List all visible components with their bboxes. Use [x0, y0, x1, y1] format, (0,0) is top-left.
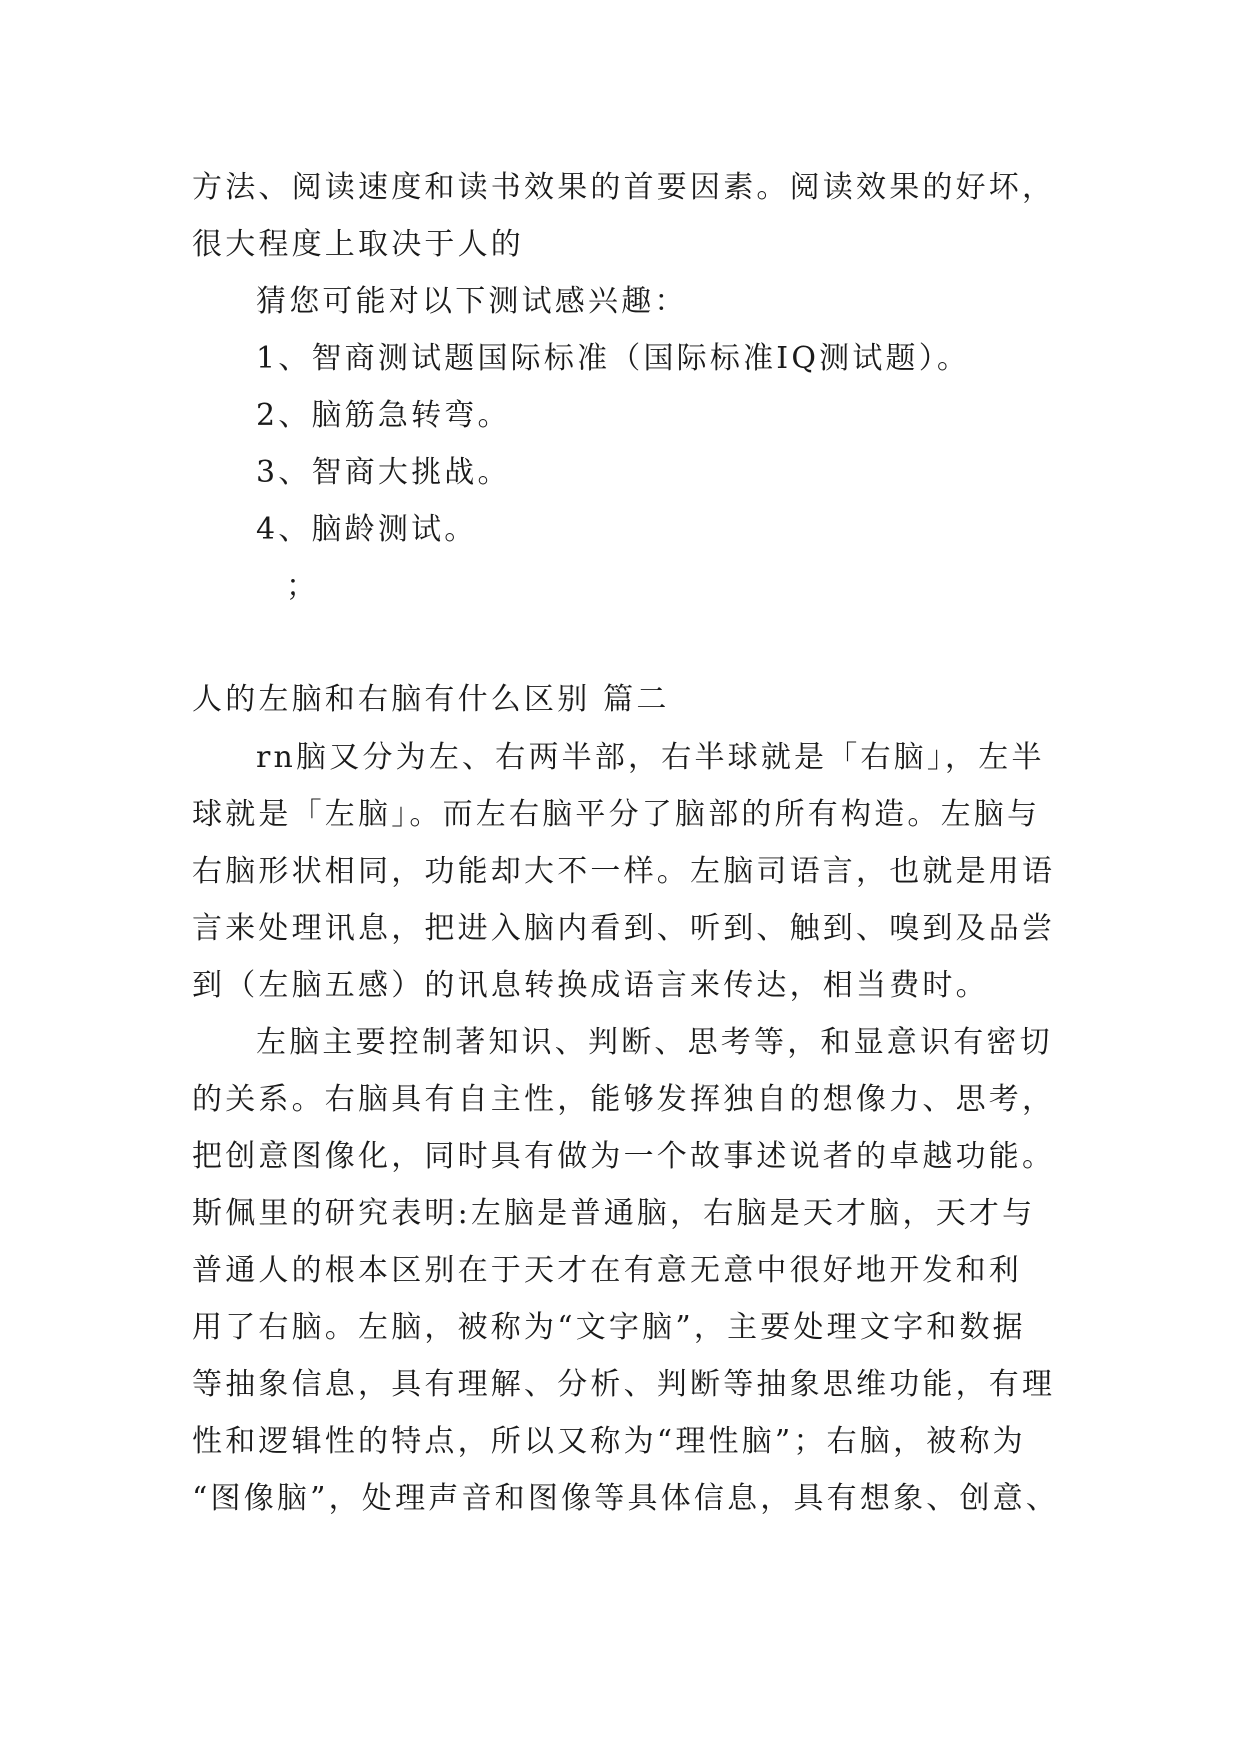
section-title: 人的左脑和右脑有什么区别 篇二: [192, 682, 670, 717]
recommend-item-3[interactable]: 3、智商大挑战。: [256, 455, 511, 490]
paragraph1-line-4: 言来处理讯息，把进入脑内看到、听到、触到、嗅到及品尝: [192, 911, 1056, 946]
paragraph2-line-4: 斯佩里的研究表明:左脑是普通脑，右脑是天才脑，天才与: [192, 1196, 1036, 1231]
separator-mark: ；: [286, 569, 320, 604]
paragraph1-line-5: 到（左脑五感）的讯息转换成语言来传达，相当费时。: [192, 968, 989, 1003]
paragraph2-line-3: 把创意图像化，同时具有做为一个故事述说者的卓越功能。: [192, 1139, 1056, 1174]
paragraph1-line-2: 球就是「左脑」。而左右脑平分了脑部的所有构造。左脑与: [192, 797, 1041, 832]
paragraph1-line-3: 右脑形状相同，功能却大不一样。左脑司语言，也就是用语: [192, 854, 1056, 889]
intro-line-1: 方法、阅读速度和读书效果的首要因素。阅读效果的好坏，: [192, 170, 1056, 205]
recommend-heading: 猜您可能对以下测试感兴趣：: [256, 284, 688, 319]
paragraph2-line-2: 的关系。右脑具有自主性，能够发挥独自的想像力、思考，: [192, 1082, 1056, 1117]
paragraph2-line-7: 等抽象信息，具有理解、分析、判断等抽象思维功能，有理: [192, 1367, 1056, 1402]
recommend-item-1[interactable]: 1、智商测试题国际标准（国际标准IQ测试题）。: [256, 341, 971, 376]
paragraph2-line-1: 左脑主要控制著知识、判断、思考等，和显意识有密切: [256, 1025, 1053, 1060]
paragraph2-line-6: 用了右脑。左脑，被称为“文字脑”，主要处理文字和数据: [192, 1310, 1026, 1345]
recommend-item-2[interactable]: 2、脑筋急转弯。: [256, 398, 511, 433]
paragraph2-line-5: 普通人的根本区别在于天才在有意无意中很好地开发和利: [192, 1253, 1022, 1288]
paragraph2-line-9: “图像脑”，处理声音和图像等具体信息，具有想象、创意、: [192, 1481, 1060, 1516]
recommend-item-4[interactable]: 4、脑龄测试。: [256, 512, 478, 547]
paragraph1-line-1: rn脑又分为左、右两半部，右半球就是「右脑」，左半: [256, 740, 1045, 775]
intro-line-2: 很大程度上取决于人的: [192, 227, 524, 262]
paragraph2-line-8: 性和逻辑性的特点，所以又称为“理性脑”；右脑，被称为: [192, 1424, 1026, 1459]
